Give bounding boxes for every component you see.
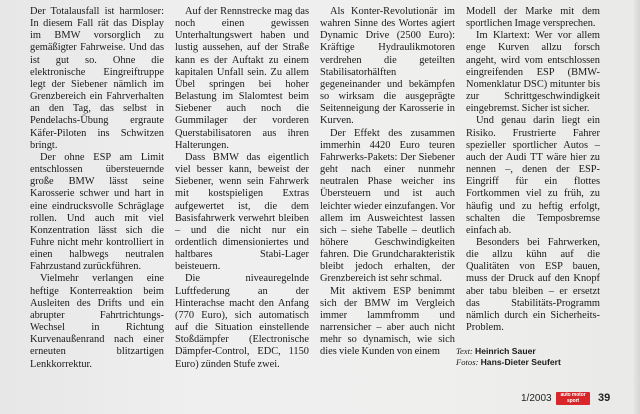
text-credit-author: Heinrich Sauer — [475, 346, 536, 356]
article-column-3 — [320, 6, 455, 359]
paragraph: Als Konter-Revolutionär im wahren Sinne des Wortes agiert Dynamic Drive (2500 Euro): Kräftige Hydraulikmotoren verdrehen die geteilten Stabilisatorhälften gegeneinander und bekämpfen so wirksam die ausgeprägte Seitenneigung der Karosserie in Kurven. — [320, 6, 455, 127]
article-credits — [456, 346, 626, 368]
article-column-1 — [30, 6, 164, 371]
page-edge-shadow — [634, 0, 640, 414]
paragraph: Und genau darin liegt ein Risiko. Frustrierte Fahrer spezieller sportlicher Autos – auch der Audi TT wäre hier zu nennen –, denen der ESP-Eingriff für ein flottes Fortkommen viel zu früh, zu häufig und zu heftig erfolgt, schalten die Temposbremse einfach ab. — [466, 115, 600, 236]
issue-number: 1/2003 — [521, 393, 552, 404]
paragraph: Der Totalausfall ist harmloser: In diesem Fall rät das Display im BMW vorsorglich zu gemäßigter Fahrweise. Und das ist gut so. Ohne die elektronische Eingreiftruppe legt der Siebener nämlich im Grenzbereich ein Fahrverhalten an den Tag, das selbst in Pendelachs-Übung ergraute Käfer-Piloten ins Schwitzen bringt. — [30, 6, 164, 151]
page-footer — [0, 392, 640, 406]
text-credit — [456, 346, 626, 357]
magazine-logo-text: auto motor sport — [560, 392, 586, 404]
photo-credit-author: Hans-Dieter Seufert — [480, 357, 561, 367]
paragraph: Der ohne ESP am Limit entschlossen übersteuernde große BMW lässt seine Karosserie schwer und hart in eine eindrucksvolle Schräglage rollen. Und auch mit viel Konzentration lässt sich die Fuhre nicht mehr kontrolliert in einen halbwegs neutralen Fahrzustand zurückführen. — [30, 151, 164, 273]
paragraph: Mit aktivem ESP benimmt sich der BMW im Vergleich immer lammfromm und narrensicher – aber auch nicht mehr so dynamisch, wie sich dies viele Kunden von einem — [320, 285, 455, 358]
paragraph: Vielmehr verlangen eine heftige Konterreaktion beim Ausleiten des Drifts und ein abrupter Fahrtrichtungs-Wechsel in Richtung Kurvenaußenrand nach einer erneuten blitzartigen Lenkkorrektur. — [30, 273, 164, 370]
photo-credit — [456, 357, 626, 368]
article-column-2 — [175, 6, 309, 371]
paragraph: Der Effekt des zusammen immerhin 4420 Euro teuren Fahrwerks-Pakets: Der Siebener geht nach einer nunmehr neutralen Phase weicher ins Übersteuern und ist auch leichter wieder einzufangen. Vor allem im Ausweichtest lassen sich – siehe Tabelle – deutlich höhere Geschwindigkeiten fahren. Die Grundcharakteristik bleibt jedoch erhalten, der Grenzbereich ist sehr schmal. — [320, 127, 455, 285]
text-credit-label: Text: — [456, 346, 473, 356]
paragraph: Die niveauregelnde Luftfederung an der Hinterachse macht den Anfang (770 Euro), sich automatisch auf die Situation einstellende Stoßdämpfer (Electronische Dämpfer-Control, EDC, 1150 Euro) zünden Stufe zwei. — [175, 273, 309, 370]
article-column-4 — [466, 6, 600, 334]
paragraph: Dass BMW das eigentlich viel besser kann, beweist der Siebener, wenn sein Fahrwerk mit kostspieligen Extras aufgewertet ist, die dem Basisfahrwerk verwehrt bleiben – und die nicht nur ein ordentlich dimensioniertes und haltbares Stabi-Lager beisteuern. — [175, 151, 309, 273]
paragraph: Modell der Marke mit dem sportlichen Image versprechen. — [466, 6, 600, 30]
photo-credit-label: Fotos: — [456, 357, 479, 367]
paragraph: Besonders bei Fahrwerken, die allzu kühn auf die Qualitäten von ESP bauen, muss der Druck auf den Knopf aber tabu bleiben – er ersetzt das Stabilitäts-Programm nämlich durch ein Sicherheits-Problem. — [466, 236, 600, 334]
magazine-logo — [556, 392, 590, 405]
page-number: 39 — [598, 392, 611, 404]
paragraph: Auf der Rennstrecke mag das noch einen gewissen Unterhaltungswert haben und lustig aussehen, auf der Straße kann es der Auftakt zu einem kapitalen Unfall sein. Zu allem Übel springen bei hoher Belastung im Slalomtest beim Siebener auch noch die Gummilager der vorderen Querstabilisatoren aus ihren Halterungen. — [175, 6, 309, 151]
paragraph: Im Klartext: Wer vor allem enge Kurven allzu forsch angeht, wird vom entschlossen eingreifenden ESP (BMW-Nomenklatur DSC) mitunter bis zur Schrittgeschwindigkeit eingebremst. Sicher ist sicher. — [466, 30, 600, 115]
